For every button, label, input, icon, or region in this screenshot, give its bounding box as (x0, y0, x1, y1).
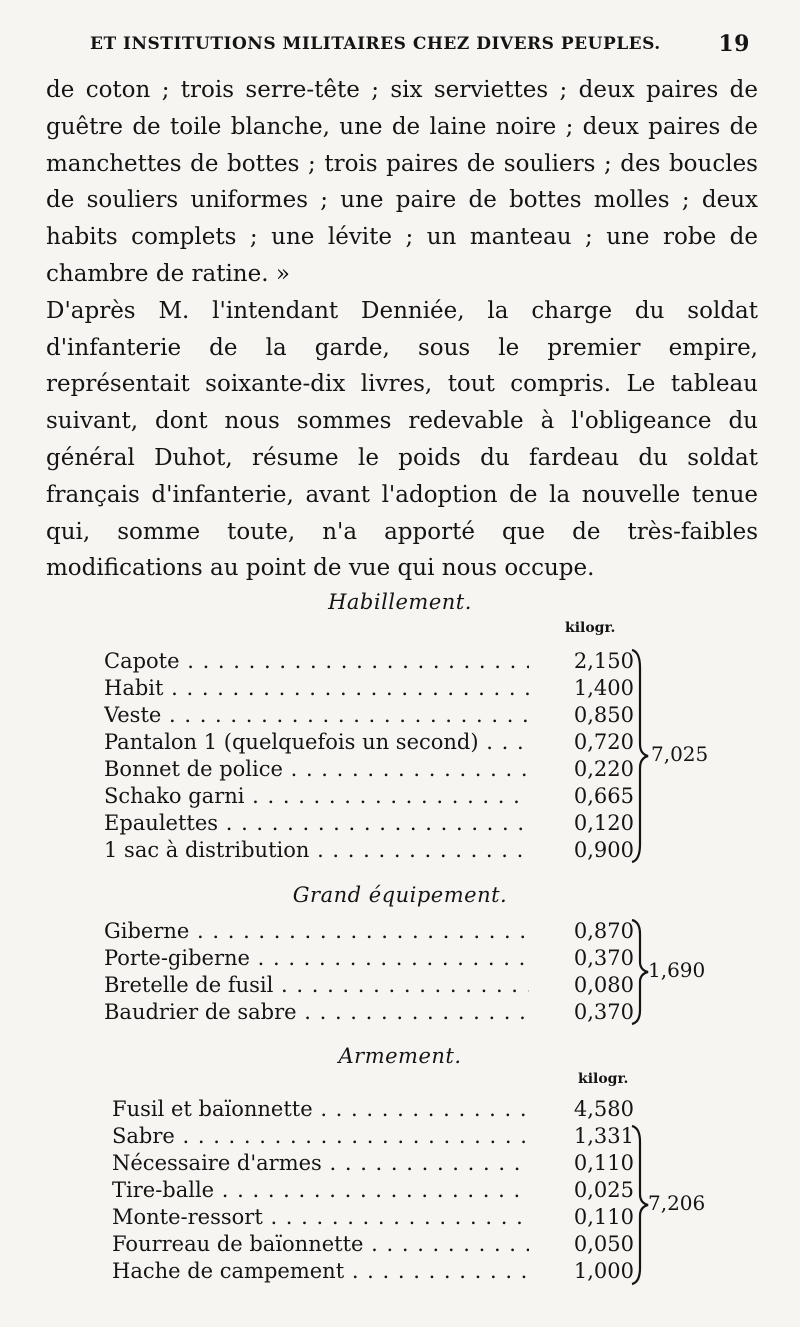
row-label: 1 sac à distribution . . . (104, 836, 529, 864)
row-value: 1,000 (573, 1259, 634, 1283)
section-total: 7,025 (651, 742, 709, 766)
row-label: Sabre . . . (112, 1122, 529, 1150)
unit-label: kilogr. (578, 1071, 629, 1087)
row-value: 2,150 (573, 649, 634, 673)
brace-icon (630, 918, 650, 1026)
row-value: 0,850 (573, 703, 634, 727)
section-title: Grand équipement. (292, 883, 508, 907)
row-value: 0,870 (573, 919, 634, 943)
row-label: Bretelle de fusil . . . (104, 971, 529, 999)
table-row (104, 998, 634, 1026)
row-label: Fourreau de baïonnette . . . (112, 1230, 529, 1258)
table-row (112, 1122, 634, 1150)
table-row (104, 836, 634, 864)
row-value: 4,580 (573, 1097, 634, 1121)
row-label: Monte-ressort . . . (112, 1203, 529, 1231)
row-value: 0,370 (573, 946, 634, 970)
table-row (104, 917, 634, 945)
row-label: Habit . . . (104, 674, 529, 702)
row-value: 0,025 (573, 1178, 634, 1202)
row-label: Epaulettes . . . (104, 809, 529, 837)
header-title: ET INSTITUTIONS MILITAIRES CHEZ DIVERS PEUPLES. (90, 34, 661, 54)
section-title: Armement. (338, 1044, 462, 1068)
table-row (112, 1149, 634, 1177)
row-value: 0,110 (573, 1151, 634, 1175)
table-row (104, 728, 634, 756)
row-label: Baudrier de sabre . . . (104, 998, 529, 1026)
unit-label: kilogr. (565, 620, 616, 636)
paragraph: de coton ; trois serre-tête ; six serviettes ; deux paires de guêtre de toile blanche, une de laine noire ; deux paires de manchettes de bottes ; trois paires de souliers ; des boucles de souliers uniformes ; une paire de bottes molles ; deux habits complets ; une lévite ; un manteau ; une robe de chambre de ratine. » (46, 77, 758, 287)
table-row (112, 1176, 634, 1204)
row-label: Hache de campement . . . (112, 1257, 529, 1285)
body-text (46, 72, 758, 587)
row-value: 1,331 (573, 1124, 634, 1148)
table-row (112, 1095, 634, 1123)
table-row (104, 782, 634, 810)
row-label: Pantalon 1 (quelquefois un second) . . . (104, 728, 529, 756)
table-row (104, 701, 634, 729)
row-value: 0,110 (573, 1205, 634, 1229)
row-value: 1,400 (573, 676, 634, 700)
section-total: 7,206 (648, 1191, 706, 1215)
row-value: 0,080 (573, 973, 634, 997)
row-label: Capote . . . (104, 647, 529, 675)
row-label: Nécessaire d'armes . . . (112, 1149, 529, 1177)
table-row (104, 971, 634, 999)
row-label: Giberne . . . (104, 917, 529, 945)
row-value: 0,900 (573, 838, 634, 862)
row-value: 0,050 (573, 1232, 634, 1256)
table-row (104, 647, 634, 675)
table-row (104, 944, 634, 972)
page-number: 19 (718, 31, 750, 57)
row-value: 0,370 (573, 1000, 634, 1024)
table-row (112, 1230, 634, 1258)
table-row (112, 1203, 634, 1231)
row-label: Schako garni . . . (104, 782, 529, 810)
row-value: 0,220 (573, 757, 634, 781)
brace-icon (630, 648, 650, 864)
section-title: Habillement. (328, 590, 472, 614)
row-label: Bonnet de police . . . (104, 755, 529, 783)
paragraph: D'après M. l'intendant Denniée, la charge du soldat d'infanterie de la garde, sous le premier empire, représentait soixante-dix livres, tout compris. Le tableau suivant, dont nous sommes redevable à l'obligeance du général Duhot, résume le poids du fardeau du soldat français d'infanterie, avant l'adoption de la nouvelle tenue qui, somme toute, n'a apporté que de très-faibles modifications au point de vue qui nous occupe. (46, 297, 758, 582)
table-row (104, 809, 634, 837)
row-label: Porte-giberne . . . (104, 944, 529, 972)
row-label: Veste . . . (104, 701, 529, 729)
section-total: 1,690 (648, 958, 706, 982)
table-row (104, 674, 634, 702)
brace-icon (630, 1124, 650, 1286)
row-label: Fusil et baïonnette . . . (112, 1095, 529, 1123)
row-value: 0,120 (573, 811, 634, 835)
table-row (112, 1257, 634, 1285)
row-value: 0,720 (573, 730, 634, 754)
row-value: 0,665 (573, 784, 634, 808)
row-label: Tire-balle . . . (112, 1176, 529, 1204)
table-row (104, 755, 634, 783)
